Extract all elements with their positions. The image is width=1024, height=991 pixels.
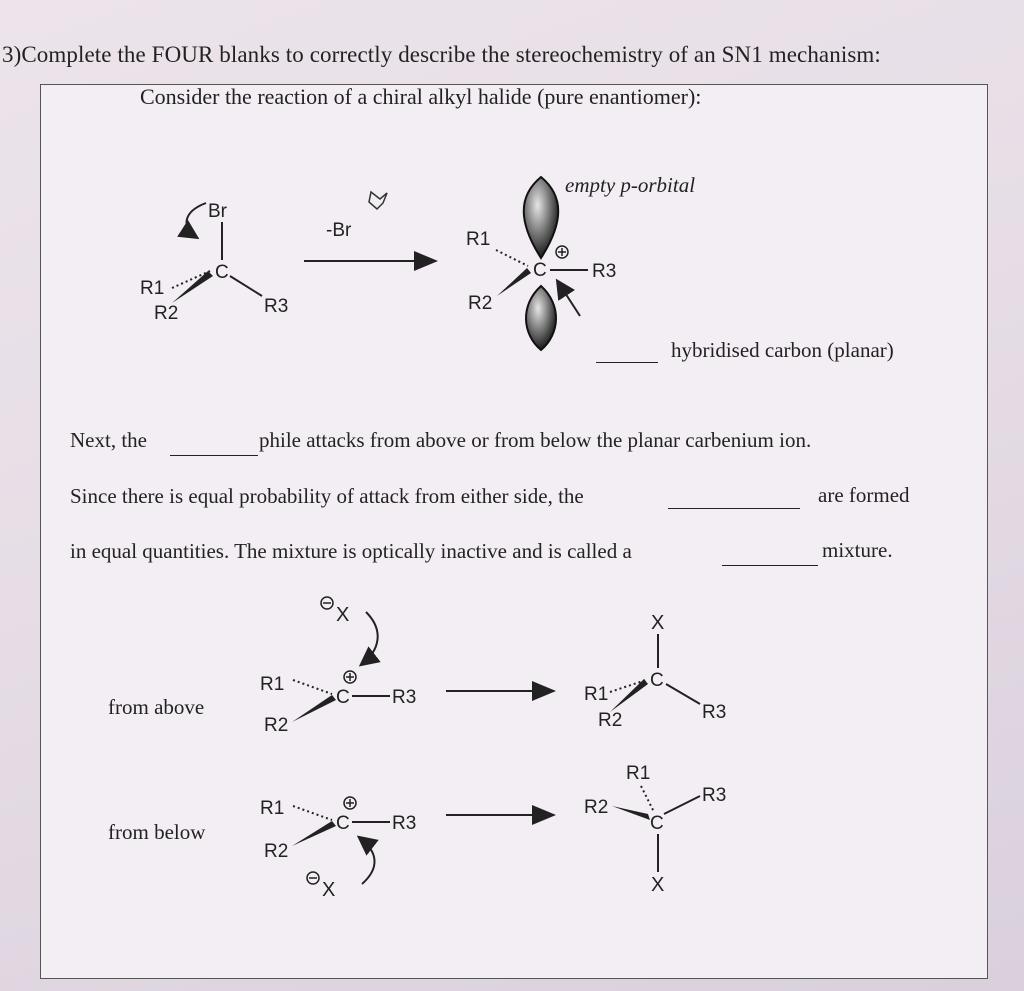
curved-arrow [187, 203, 206, 237]
sentence3-prefix: in equal quantities. The mixture is optically inactive and is called a [70, 539, 632, 563]
r1-label: R1 [260, 798, 285, 819]
r3-label: R3 [392, 687, 417, 708]
hashed-bond [293, 806, 332, 820]
from-above-label: from above [108, 695, 205, 719]
pointer-arrow [558, 282, 580, 316]
curved-arrow [360, 838, 375, 884]
wedge-bond [497, 268, 531, 296]
wedge-bond [172, 271, 213, 303]
sentence1-suffix: phile attacks from above or from below the planar carbenium ion. [259, 428, 812, 452]
r3-label: R3 [702, 702, 727, 723]
question-text: Complete the FOUR blanks to correctly describe the stereochemistry of an SN1 mechanism: [21, 42, 881, 67]
carbocation-carbon: C [336, 813, 350, 834]
attack-from-above [260, 597, 726, 736]
plus-sign [346, 799, 354, 807]
curved-arrow [362, 612, 378, 664]
bromine-atom: Br [208, 201, 227, 222]
nucleophile-x: X [322, 879, 336, 901]
r3-label: R3 [264, 296, 289, 317]
arrow-label: -Br [326, 220, 352, 241]
product-carbon: C [650, 670, 664, 691]
wedge-bond [612, 806, 650, 820]
orbital-lower-lobe [526, 286, 556, 350]
attack-from-below [260, 763, 726, 901]
intro-text: Consider the reaction of a chiral alkyl halide (pure enantiomer): [140, 84, 702, 109]
ionization-arrow [304, 192, 436, 261]
hashed-bond [496, 250, 528, 266]
r1-label: R1 [260, 674, 285, 695]
r1-label: R1 [140, 278, 165, 299]
product-x: X [651, 612, 665, 634]
hashed-bond [293, 680, 332, 694]
wedge-bond [292, 695, 336, 722]
sentence2-suffix: are formed [818, 483, 910, 507]
plus-sign [558, 248, 566, 256]
bond-c-r3 [664, 796, 700, 814]
r2-label: R2 [154, 303, 179, 324]
orbital-upper-lobe [524, 177, 559, 258]
r1-label: R1 [466, 229, 491, 250]
r1-label: R1 [584, 684, 609, 705]
r3-label: R3 [702, 785, 727, 806]
orbital-label: empty p-orbital [565, 173, 696, 197]
alkyl-halide-structure [140, 201, 288, 324]
carbocation-structure [466, 177, 616, 350]
nucleophile-x: X [336, 604, 350, 626]
carbon-atom: C [215, 262, 229, 283]
sentence3-suffix: mixture. [822, 538, 893, 562]
sentence1-prefix: Next, the [70, 428, 147, 452]
carbocation-carbon: C [533, 260, 547, 281]
sentence2-prefix: Since there is equal probability of attack from either side, the [70, 484, 584, 508]
hybridisation-label: hybridised carbon (planar) [671, 338, 894, 362]
question-number: 3) [2, 42, 22, 67]
from-below-label: from below [108, 820, 206, 844]
carbocation-carbon: C [336, 687, 350, 708]
r2-label: R2 [584, 797, 609, 818]
r3-label: R3 [392, 813, 417, 834]
r2-label: R2 [468, 293, 493, 314]
wedge-bond [292, 821, 336, 846]
r3-label: R3 [592, 261, 617, 282]
r2-label: R2 [264, 841, 289, 862]
wedge-bond [610, 679, 648, 712]
r1-label: R1 [626, 763, 651, 784]
hashed-bond [641, 786, 654, 812]
bond-c-r3 [230, 276, 262, 296]
plus-sign [346, 673, 354, 681]
product-x: X [651, 874, 665, 896]
bond-c-r3 [666, 684, 700, 704]
r2-label: R2 [598, 710, 623, 731]
r2-label: R2 [264, 715, 289, 736]
hand-cursor-icon [369, 192, 387, 209]
product-carbon: C [650, 813, 664, 834]
